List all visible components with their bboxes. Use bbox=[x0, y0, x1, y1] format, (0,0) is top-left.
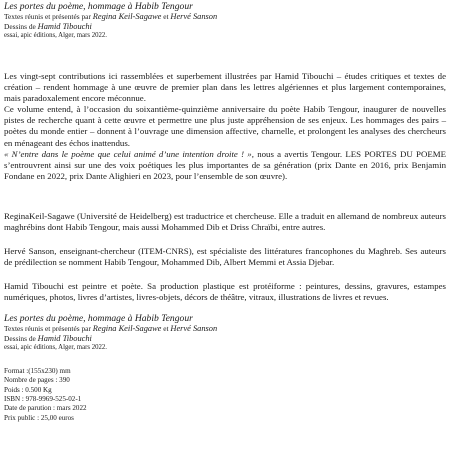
bio-herve-text: Hervé Sanson, enseignant-chercheur (ITEM-CNRS), est spécialiste des littératures francophones du Maghreb. Ses auteurs de prédilection se nomment Habib Tengour, Mohammed Dib, Albert Memmi et Assia Djebar. bbox=[4, 246, 446, 268]
credits-and-repeat: et bbox=[161, 324, 171, 333]
spec-price: Prix public : 25,00 euros bbox=[4, 413, 74, 422]
tengour-quote: « N’entre dans le poème que celui animé d’une intention droite ! » bbox=[4, 148, 252, 159]
editor-herve-repeat: Hervé Sanson bbox=[170, 324, 218, 333]
artist-name: Hamid Tibouchi bbox=[37, 21, 92, 31]
intro-paragraph-3 bbox=[4, 149, 446, 182]
book-credits bbox=[4, 12, 444, 22]
intro-section bbox=[4, 71, 446, 182]
credits-and: et bbox=[161, 12, 171, 21]
spec-weight: Poids : 0.500 Kg bbox=[4, 385, 52, 394]
spec-format: Format :(155x230) mm bbox=[4, 367, 71, 375]
credits-prefix-repeat: Textes réunis et présentés par bbox=[4, 324, 93, 333]
spec-isbn: ISBN : 978-9969-525-02-1 bbox=[4, 395, 82, 404]
book-header bbox=[4, 1, 444, 40]
editor-regina: Regina Keil-Sagawe bbox=[92, 12, 162, 21]
spec-pages: Nombre de pages : 390 bbox=[4, 376, 70, 385]
intro-paragraph-3-rest: , nous a avertis Tengour. LES PORTES DU POEME s’entrouvrent ainsi sur une des voix poétiques les plus importantes de sa génération (prix Dante en 2016, prix Benjamin Fondane en 2022, prix Dante Alighieri en 2023, pour l’ensemble de son œuvre). bbox=[4, 148, 447, 181]
book-specs bbox=[4, 367, 204, 423]
credits-prefix: Textes réunis et présentés par bbox=[4, 12, 93, 21]
bio-hamid bbox=[4, 281, 446, 303]
book-credits-repeat bbox=[4, 324, 444, 334]
intro-paragraph-2: Ce volume entend, à l’occasion du soixantième-quinzième anniversaire du poète Habib Tengour, inaugurer de nouvelles pistes de recherche quant à cette œuvre et permettre une plus juste appréhension de ses enjeux. Les hommages des pairs – poètes du monde entier – donnent à l’ouvrage une dimension affective, charnelle, et prolongent les analyses des chercheurs en ménageant des échos inattendus. bbox=[4, 104, 446, 148]
editor-regina-repeat: Regina Keil-Sagawe bbox=[92, 324, 162, 333]
document-page bbox=[4, 0, 446, 459]
bio-hamid-text: Hamid Tibouchi est peintre et poète. Sa production plastique est protéiforme : peintures, dessins, gravures, estampes numériques, photos, livres d’artistes, livres-objets, décors de théâtre, vitraux, illustrations de livres et revues. bbox=[4, 281, 446, 303]
book-header-repeat bbox=[4, 313, 444, 352]
book-title: Les portes du poème, hommage à Habib Tengour bbox=[4, 1, 193, 12]
artist-name-repeat: Hamid Tibouchi bbox=[37, 333, 92, 343]
bio-regina bbox=[4, 211, 446, 233]
spec-date: Date de parution : mars 2022 bbox=[4, 404, 87, 413]
drawings-prefix: Dessins de bbox=[4, 21, 38, 31]
publisher-line: essai, apic éditions, Alger, mars 2022. bbox=[4, 32, 107, 39]
book-drawings bbox=[4, 22, 444, 32]
book-drawings-repeat bbox=[4, 334, 444, 344]
book-title-repeat: Les portes du poème, hommage à Habib Tengour bbox=[4, 313, 193, 324]
bio-herve bbox=[4, 246, 446, 268]
bio-regina-text: ReginaKeil-Sagawe (Université de Heidelberg) est traductrice et chercheuse. Elle a traduit en allemand de nombreux auteurs maghrébins dont Habib Tengour, mais aussi Mohammed Dib et Driss Chraïbi, entre autres. bbox=[4, 211, 446, 233]
drawings-prefix-repeat: Dessins de bbox=[4, 333, 38, 343]
intro-paragraph-1: Les vingt-sept contributions ici rassemblées et superbement illustrées par Hamid Tibouchi – études critiques et textes de création – rendent hommage à une œuvre de premier plan dans les lettres algériennes et plus largement contemporaines, mais paradoxalement encore méconnue. bbox=[4, 71, 446, 104]
publisher-line-repeat: essai, apic éditions, Alger, mars 2022. bbox=[4, 344, 107, 351]
editor-herve: Hervé Sanson bbox=[170, 12, 218, 21]
